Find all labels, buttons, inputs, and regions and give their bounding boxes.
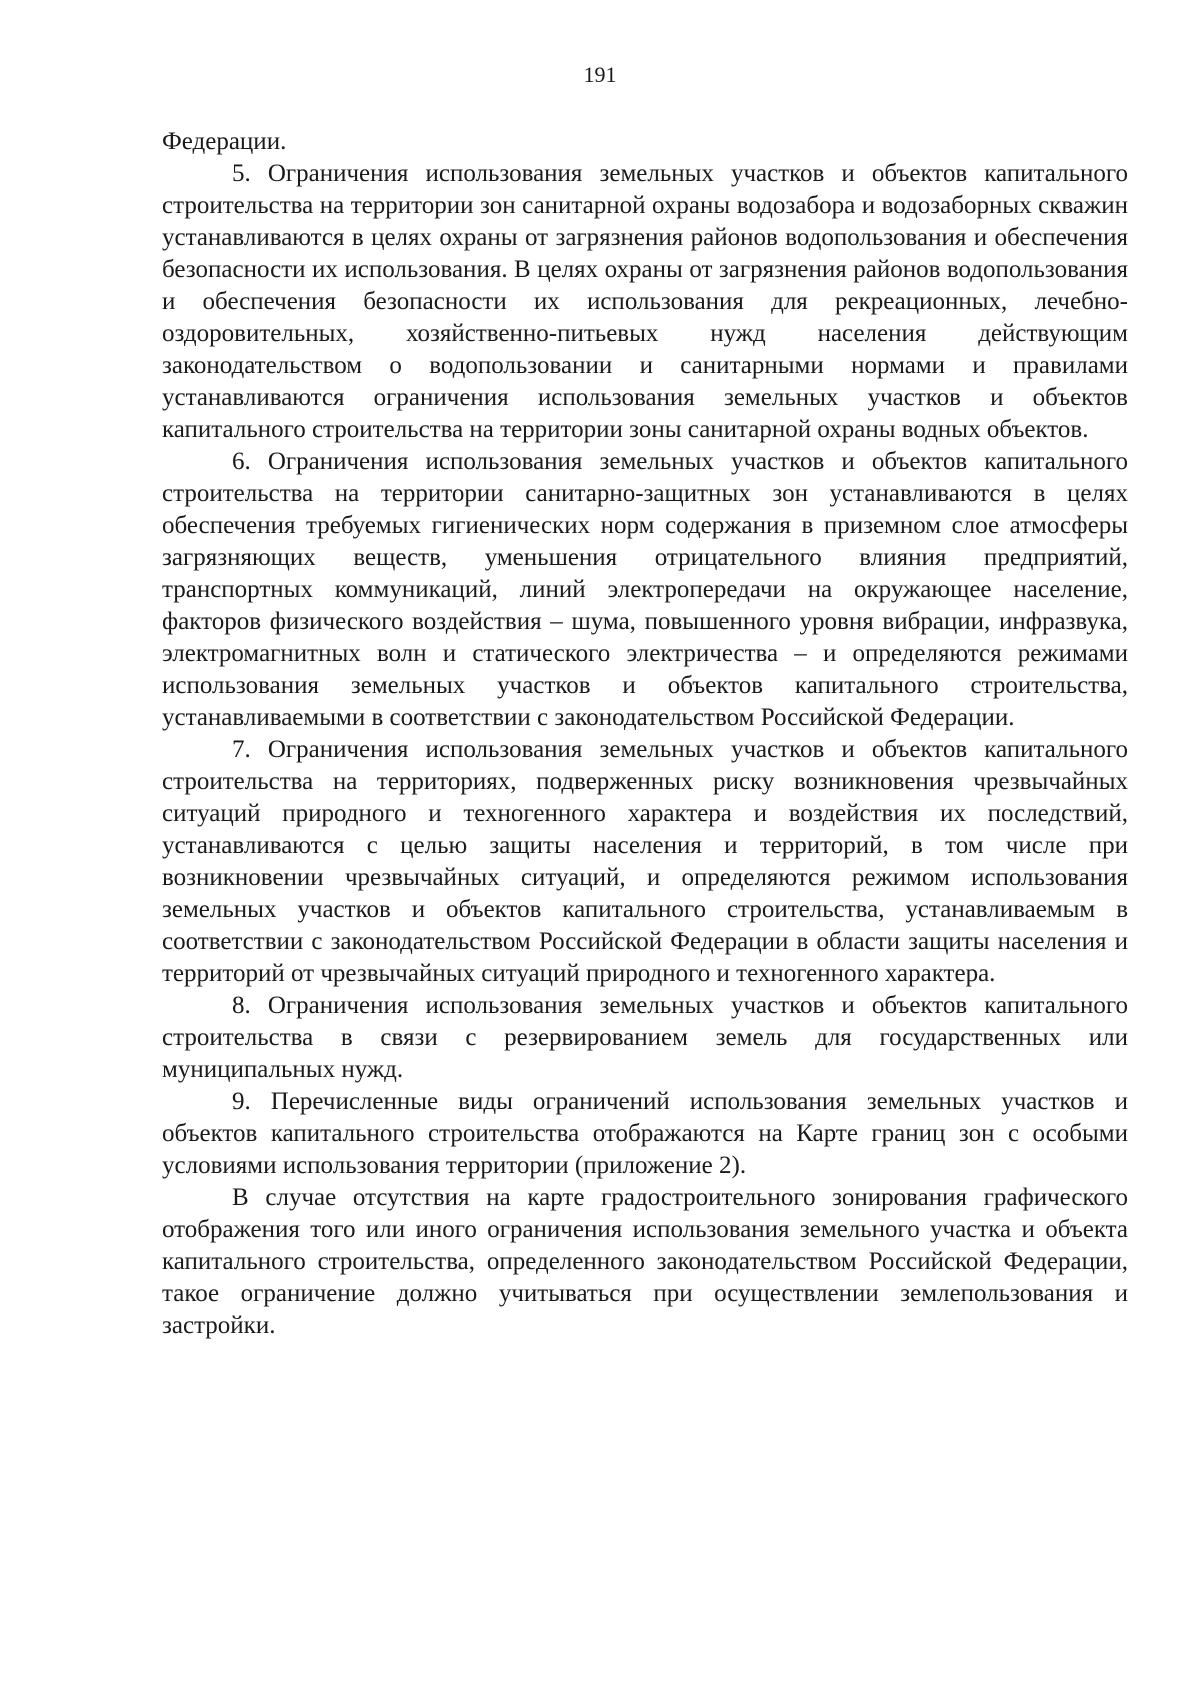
paragraph-item-8: 8. Ограничения использования земельных участков и объектов капитального строительства в связи с резервированием земель для государственных или муниципальных нужд. (162, 992, 1128, 1083)
paragraph-item-7: 7. Ограничения использования земельных участков и объектов капитального строительства на территориях, подверженных риску возникновения чрезвычайных ситуаций природного и техногенного характера и воздействия их последствий, устанавливаются с целью защиты населения и территорий, в том числе при возникновении чрезвычайных ситуаций, и определяются режимом использования земельных участков и объектов капитального строительства, устанавливаемым в соответствии с законодательством Российской Федерации в области защиты населения и территорий от чрезвычайных ситуаций природного и техногенного характера. (162, 736, 1128, 987)
paragraph-closing: В случае отсутствия на карте градостроительного зонирования графического отображения того или иного ограничения использования земельного участка и объекта капитального строительства, определенного законодательством Российской Федерации, такое ограничение должно учитываться при осуществлении землепользования и застройки. (162, 1184, 1128, 1339)
paragraph-continuation: Федерации. (162, 128, 287, 155)
page-number: 191 (583, 62, 617, 87)
paragraph-item-6: 6. Ограничения использования земельных участков и объектов капитального строительства на территории санитарно-защитных зон устанавливаются в целях обеспечения требуемых гигиенических норм содержания в приземном слое атмосферы загрязняющих веществ, уменьшения отрицательного влияния предприятий, транспортных коммуникаций, линий электропередачи на окружающее население, факторов физического воздействия – шума, повышенного уровня вибрации, инфразвука, электромагнитных волн и статического электричества – и определяются режимами использования земельных участков и объектов капитального строительства, устанавливаемыми в соответствии с законодательством Российской Федерации. (162, 448, 1128, 731)
paragraph-item-5: 5. Ограничения использования земельных участков и объектов капитального строительства на территории зон санитарной охраны водозабора и водозаборных скважин устанавливаются в целях охраны от загрязнения районов водопользования и обеспечения безопасности их использования. В целях охраны от загрязнения районов водопользования и обеспечения безопасности их использования для рекреационных, лечебно-оздоровительных, хозяйственно-питьевых нужд населения действующим законодательством о водопользовании и санитарными нормами и правилами устанавливаются ограничения использования земельных участков и объектов капитального строительства на территории зоны санитарной охраны водных объектов. (162, 160, 1128, 443)
paragraph-item-9: 9. Перечисленные виды ограничений использования земельных участков и объектов капитального строительства отображаются на Карте границ зон с особыми условиями использования территории (приложение 2). (162, 1088, 1128, 1179)
document-body (162, 126, 1128, 1342)
